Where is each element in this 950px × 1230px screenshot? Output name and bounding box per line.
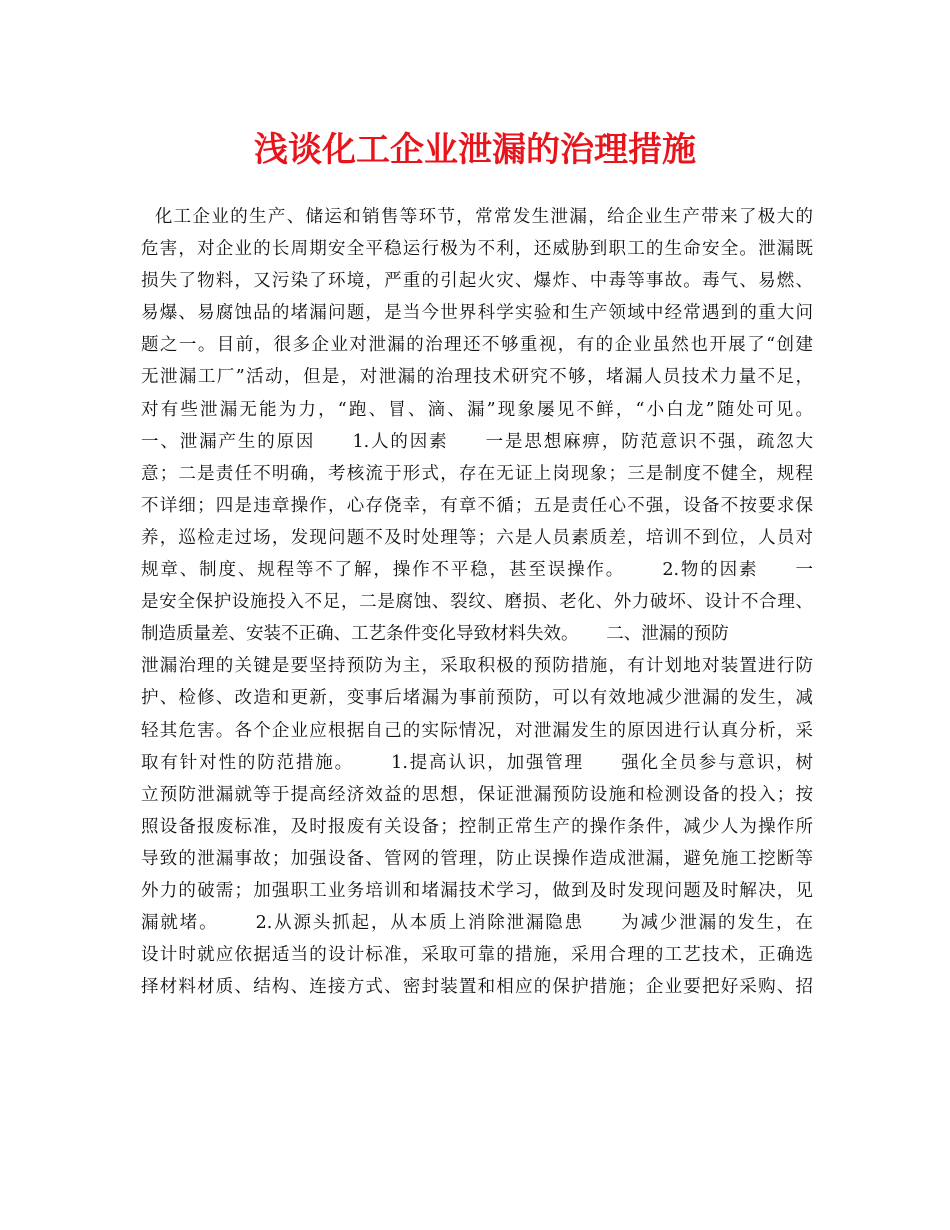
body-line: 无泄漏工厂”活动，但是，对泄漏的治理技术研究不够，堵漏人员技术力量不足，	[141, 367, 813, 388]
body-line: 损失了物料，又污染了环境，严重的引起火灾、爆炸、中毒等事故。毒气、易燃、	[141, 271, 813, 292]
body-line: 漏就堵。 2.从源头抓起，从本质上消除泄漏隐患 为减少泄漏的发生，在	[141, 913, 813, 934]
document-title: 浅谈化工企业泄漏的治理措施	[254, 130, 696, 170]
body-line: 易爆、易腐蚀品的堵漏问题，是当今世界科学实验和生产领域中经常遇到的重大问	[141, 303, 813, 324]
body-line: 制造质量差、安装不正确、工艺条件变化导致材料失效。 二、泄漏的预防	[141, 624, 729, 645]
body-line: 立预防泄漏就等于提高经济效益的思想，保证泄漏预防设施和检测设备的投入；按	[141, 784, 813, 805]
body-line: 轻其危害。各个企业应根据自己的实际情况，对泄漏发生的原因进行认真分析，采	[141, 720, 813, 741]
body-line: 不详细；四是违章操作，心存侥幸，有章不循；五是责任心不强，设备不按要求保	[141, 495, 813, 516]
body-line: 导致的泄漏事故；加强设备、管网的管理，防止误操作造成泄漏，避免施工挖断等	[141, 848, 813, 869]
body-line: 规章、制度、规程等不了解，操作不平稳，甚至误操作。 2.物的因素 一	[141, 560, 813, 581]
body-line: 危害，对企业的长周期安全平稳运行极为不利，还威胁到职工的生命安全。泄漏既	[141, 239, 813, 260]
body-line: 外力的破需；加强职工业务培训和堵漏技术学习，做到及时发现问题及时解决，见	[141, 880, 813, 901]
body-line: 取有针对性的防范措施。 1.提高认识，加强管理 强化全员参与意识，树	[141, 752, 813, 773]
document-body	[141, 201, 813, 1003]
body-line: 一、泄漏产生的原因 1.人的因素 一是思想麻痹，防范意识不强，疏忽大	[141, 431, 813, 452]
body-line: 护、检修、改造和更新，变事后堵漏为事前预防，可以有效地减少泄漏的发生，减	[141, 688, 813, 709]
body-line: 择材料材质、结构、连接方式、密封装置和相应的保护措施；企业要把好采购、招	[141, 977, 813, 998]
body-line: 设计时就应依据适当的设计标准，采取可靠的措施，采用合理的工艺技术，正确选	[141, 945, 813, 966]
body-line: 对有些泄漏无能为力，“跑、冒、滴、漏”现象屡见不鲜，“小白龙”随处可见。	[141, 399, 813, 420]
body-line: 养，巡检走过场，发现问题不及时处理等；六是人员素质差，培训不到位，人员对	[141, 527, 813, 548]
body-line: 照设备报废标准，及时报废有关设备；控制正常生产的操作条件，减少人为操作所	[141, 816, 813, 837]
body-line: 泄漏治理的关键是要坚持预防为主，采取积极的预防措施，有计划地对装置进行防	[141, 656, 813, 677]
body-line: 题之一。目前，很多企业对泄漏的治理还不够重视，有的企业虽然也开展了“创建	[141, 335, 813, 356]
body-line: 化工企业的生产、储运和销售等环节，常常发生泄漏，给企业生产带来了极大的	[141, 207, 813, 227]
body-line: 意；二是责任不明确，考核流于形式，存在无证上岗现象；三是制度不健全，规程	[141, 463, 813, 484]
body-line: 是安全保护设施投入不足，二是腐蚀、裂纹、磨损、老化、外力破坏、设计不合理、	[141, 592, 813, 613]
